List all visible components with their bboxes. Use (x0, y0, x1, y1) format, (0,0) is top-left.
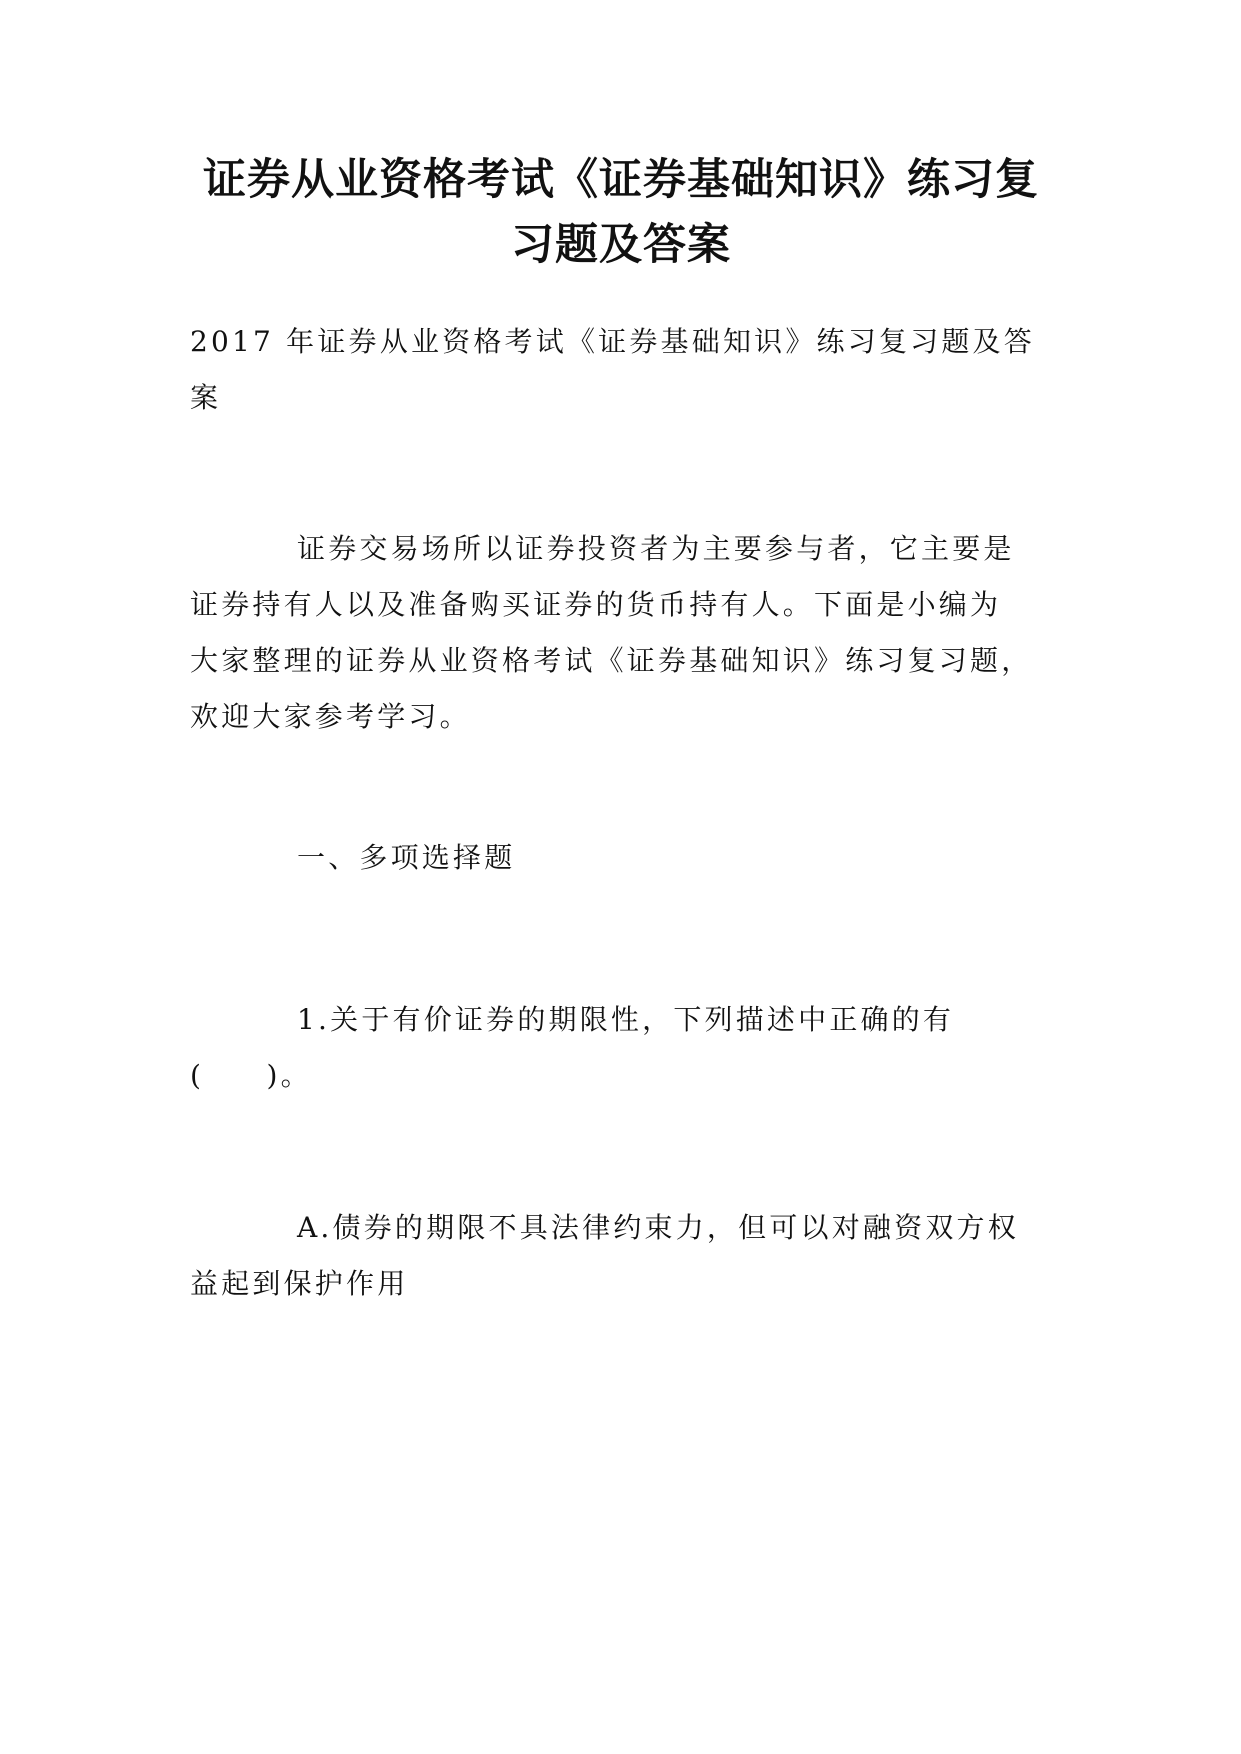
subtitle-line-2: 案 (190, 381, 222, 414)
question-1-line-1: 1.关于有价证券的期限性，下列描述中正确的有 (297, 1003, 955, 1036)
option-a (190, 1200, 1046, 1312)
question-1 (190, 992, 1046, 1104)
option-a-line-1: A.债券的期限不具法律约束力，但可以对融资双方权 (297, 1211, 1019, 1244)
subtitle-line-1: 2017 年证券从业资格考试《证券基础知识》练习复习题及答 (190, 325, 1035, 358)
intro-paragraph (190, 521, 1046, 745)
intro-line-2: 证券持有人以及准备购买证券的货币持有人。下面是小编为 (190, 588, 1002, 621)
intro-line-1: 证券交易场所以证券投资者为主要参与者，它主要是 (297, 532, 1015, 565)
intro-line-4: 欢迎大家参考学习。 (190, 700, 471, 733)
question-1-line-2: ( )。 (190, 1059, 312, 1092)
title-line-2: 习题及答案 (511, 220, 731, 270)
subtitle-paragraph (190, 314, 1046, 426)
intro-line-3: 大家整理的证券从业资格考试《证券基础知识》练习复习题， (190, 644, 1033, 677)
title-line-1: 证券从业资格考试《证券基础知识》练习复 (203, 155, 1039, 205)
section-heading (190, 830, 1046, 886)
document-title (186, 148, 1056, 278)
section-heading-text: 一、多项选择题 (297, 841, 516, 874)
option-a-line-2: 益起到保护作用 (190, 1267, 409, 1300)
